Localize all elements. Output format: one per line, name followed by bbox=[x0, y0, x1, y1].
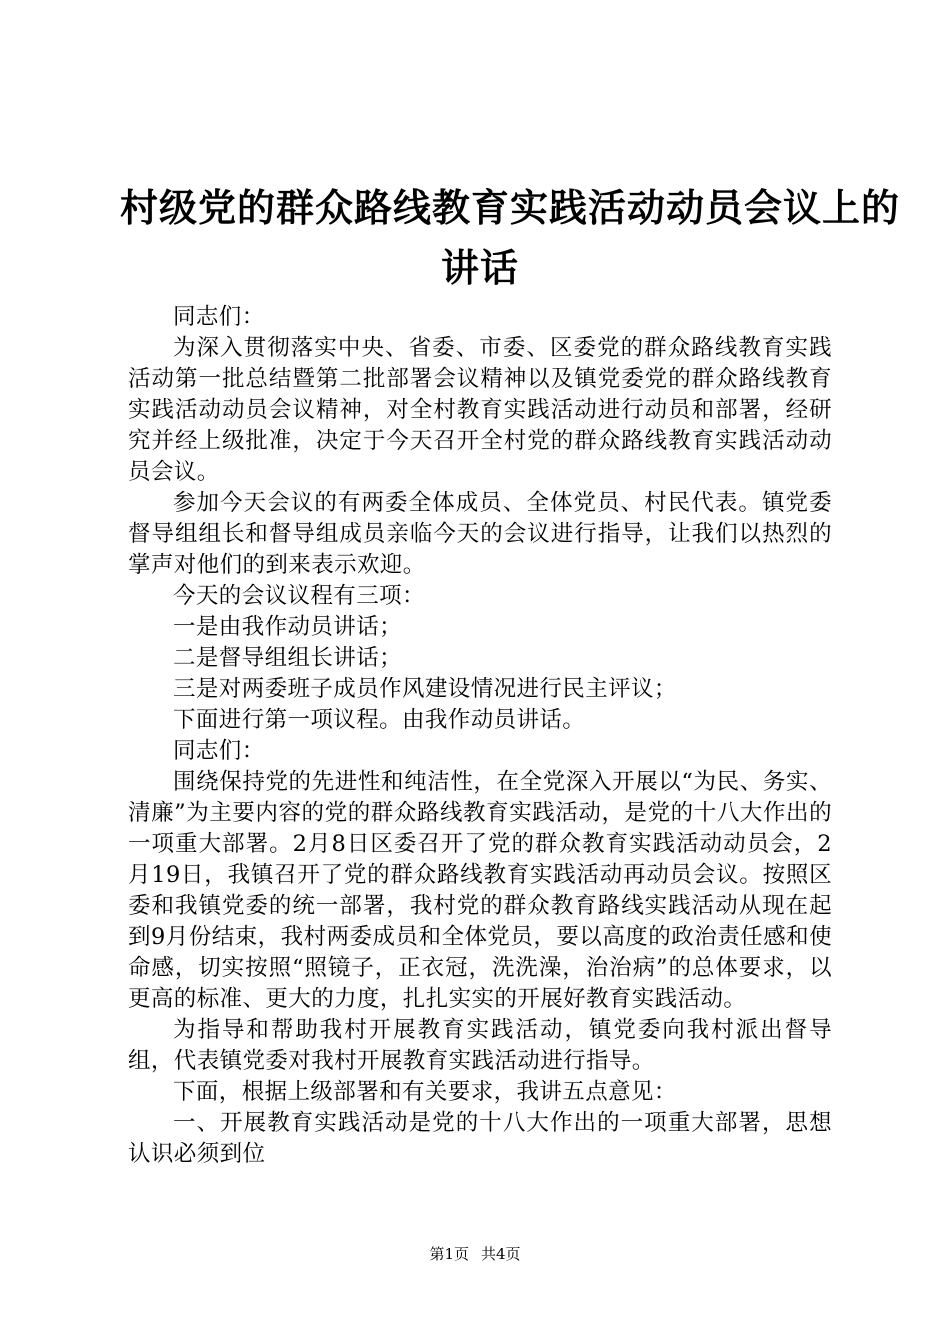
paragraph: 同志们： bbox=[173, 738, 265, 764]
page-number: 第1页 bbox=[429, 1245, 469, 1263]
paragraph: 一、开展教育实践活动是党的十八大作出的一项重大部署，思想认识必须到位 bbox=[128, 1110, 832, 1167]
paragraph: 为指导和帮助我村开展教育实践活动，镇党委向我村派出督导组，代表镇党委对我村开展教育实践活动进行指导。 bbox=[128, 1017, 832, 1074]
document-title-line-1: 村级党的群众路线教育实践活动动员会议上的 bbox=[120, 186, 901, 230]
paragraph: 同志们： bbox=[173, 304, 265, 330]
document-body bbox=[128, 302, 832, 1170]
paragraph: 为深入贯彻落实中央、省委、市委、区委党的群众路线教育实践活动第一批总结暨第二批部署会议精神以及镇党委党的群众路线教育实践活动动员会议精神，对全村教育实践活动进行动员和部署，经研究并经上级批准，决定于今天召开全村党的群众路线教育实践活动动员会议。 bbox=[128, 335, 832, 485]
paragraph: 今天的会议议程有三项： bbox=[173, 583, 425, 609]
paragraph: 参加今天会议的有两委全体成员、全体党员、村民代表。镇党委督导组组长和督导组成员亲临今天的会议进行指导，让我们以热烈的掌声对他们的到来表示欢迎。 bbox=[128, 490, 832, 578]
paragraph: 一是由我作动员讲话； bbox=[173, 614, 403, 640]
page-footer bbox=[0, 1244, 950, 1264]
paragraph: 下面进行第一项议程。由我作动员讲话。 bbox=[173, 707, 586, 733]
paragraph: 围绕保持党的先进性和纯洁性，在全党深入开展以“为民、务实、清廉”为主要内容的党的群众路线教育实践活动，是党的十八大作出的一项重大部署。2月8日区委召开了党的群众教育实践活动动员会，2月19日，我镇召开了党的群众路线教育实践活动再动员会议。按照区委和我镇党委的统一部署，我村党的群众教育路线实践活动从现在起到9月份结束，我村两委成员和全体党员，要以高度的政治责任感和使命感，切实按照“照镜子，正衣冠，洗洗澡，治治病”的总体要求，以更高的标准、更大的力度，扎扎实实的开展好教育实践活动。 bbox=[128, 769, 832, 1012]
paragraph: 三是对两委班子成员作风建设情况进行民主评议； bbox=[173, 676, 677, 702]
paragraph: 二是督导组组长讲话； bbox=[173, 645, 403, 671]
page-total: 共4页 bbox=[481, 1245, 521, 1263]
document-title-line-2: 讲话 bbox=[440, 246, 519, 290]
paragraph: 下面，根据上级部署和有关要求，我讲五点意见： bbox=[173, 1079, 677, 1105]
